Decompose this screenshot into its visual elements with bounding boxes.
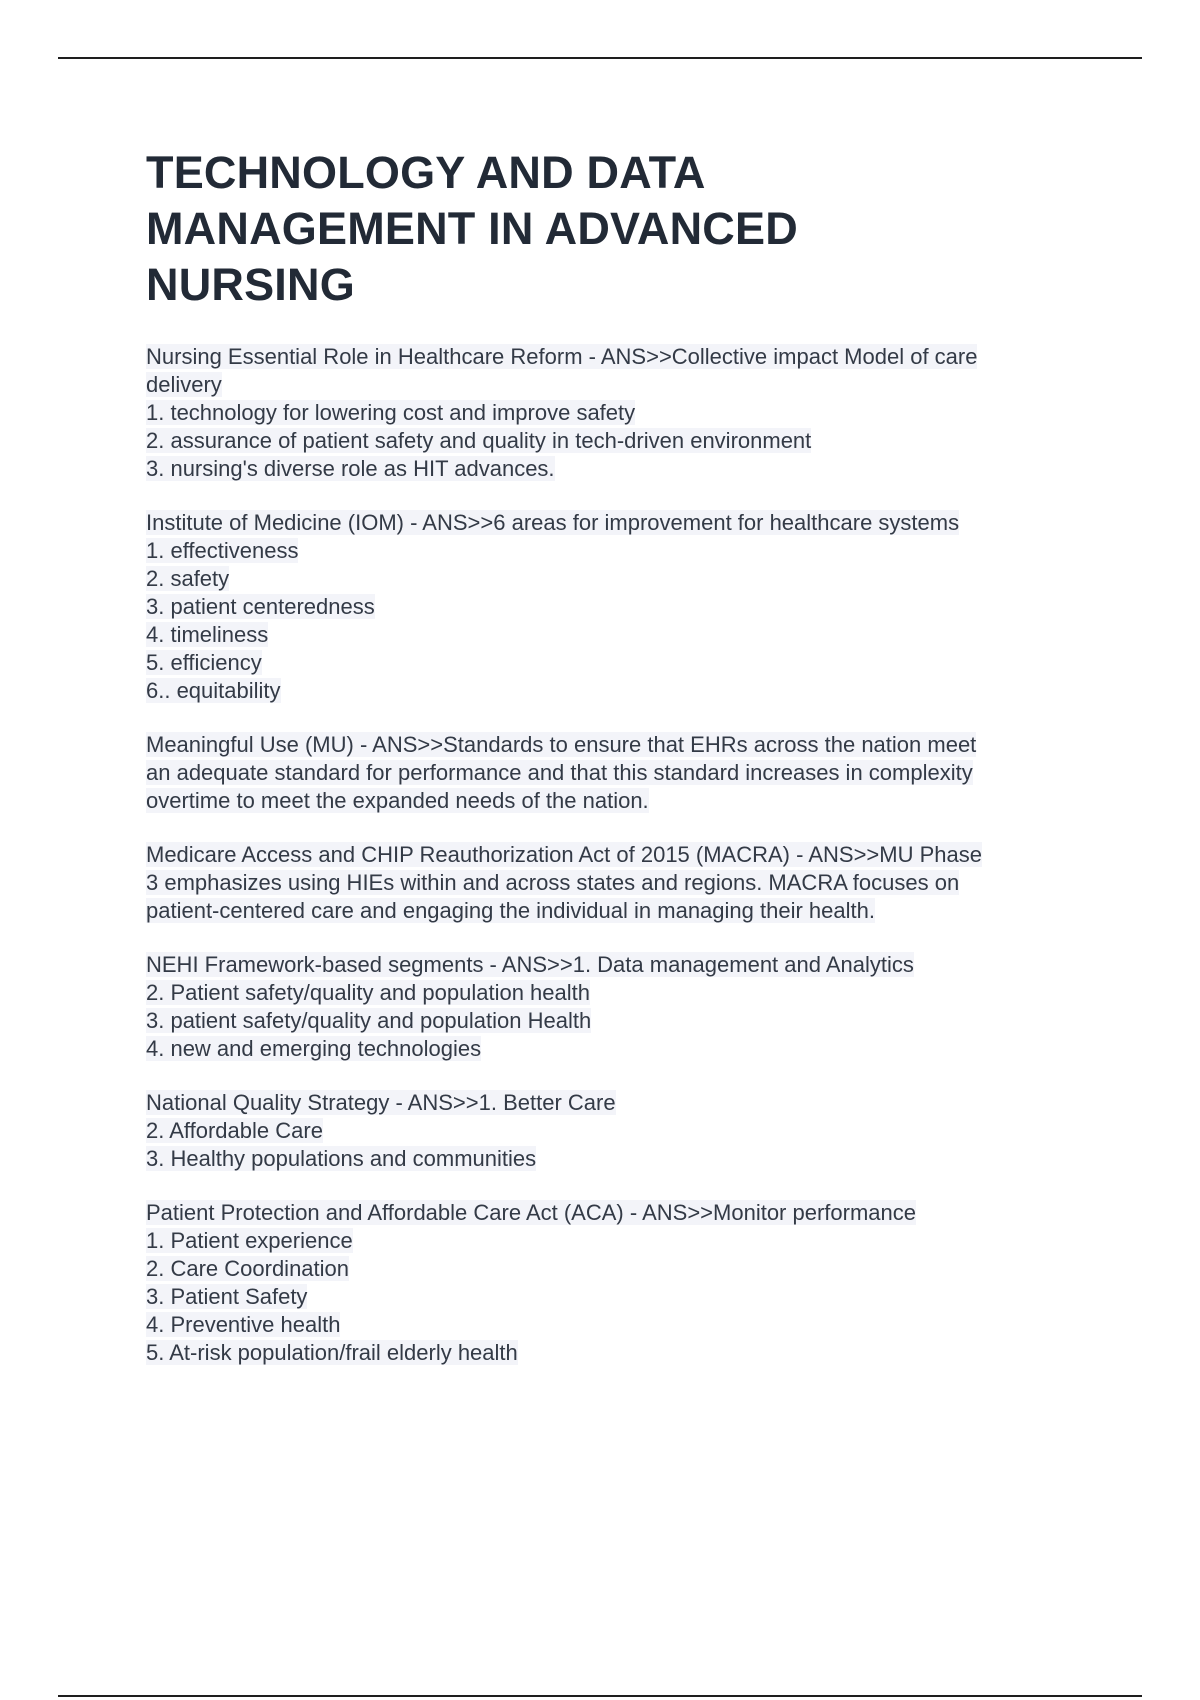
entry-macra: [146, 841, 1086, 925]
entry-meaningful-use: [146, 731, 1086, 815]
entry-line: 2. Affordable Care: [146, 1118, 323, 1143]
entry-line: 2. Care Coordination: [146, 1256, 350, 1281]
entry-line: delivery: [146, 372, 222, 397]
entry-line: 1. Patient experience: [146, 1228, 353, 1253]
entry-line: 4. new and emerging technologies: [146, 1036, 482, 1061]
top-rule: [58, 57, 1142, 59]
entry-line: NEHI Framework-based segments - ANS>>1. Data management and Analytics: [146, 952, 914, 977]
entry-nehi-framework: [146, 951, 1086, 1063]
entry-line: 2. safety: [146, 566, 230, 591]
entry-line: 2. Patient safety/quality and population health: [146, 980, 590, 1005]
entry-line: National Quality Strategy - ANS>>1. Better Care: [146, 1090, 616, 1115]
entry-institute-of-medicine: [146, 509, 1086, 705]
document-body: [146, 145, 1086, 1393]
entry-line: 3. Patient Safety: [146, 1284, 308, 1309]
entry-nursing-essential-role: [146, 343, 1086, 483]
entry-line: Nursing Essential Role in Healthcare Reform - ANS>>Collective impact Model of care: [146, 344, 978, 369]
entry-line: patient-centered care and engaging the individual in managing their health.: [146, 898, 875, 923]
entry-line: 1. technology for lowering cost and improve safety: [146, 400, 636, 425]
bottom-rule: [58, 1695, 1142, 1697]
entry-line: 5. efficiency: [146, 650, 262, 675]
title-line: TECHNOLOGY AND DATA: [146, 147, 706, 198]
entry-line: 2. assurance of patient safety and quality in tech-driven environment: [146, 428, 812, 453]
entry-line: 3. nursing's diverse role as HIT advances.: [146, 456, 555, 481]
entry-line: 4. Preventive health: [146, 1312, 341, 1337]
title-line: NURSING: [146, 259, 355, 310]
entry-line: an adequate standard for performance and that this standard increases in complexity: [146, 760, 973, 785]
entry-line: 6.. equitability: [146, 678, 281, 703]
entry-line: 3. patient centeredness: [146, 594, 375, 619]
entry-national-quality-strategy: [146, 1089, 1086, 1173]
page-title: [146, 145, 1086, 313]
entry-line: 5. At-risk population/frail elderly health: [146, 1340, 518, 1365]
entry-line: Patient Protection and Affordable Care Act (ACA) - ANS>>Monitor performance: [146, 1200, 916, 1225]
entry-line: Meaningful Use (MU) - ANS>>Standards to ensure that EHRs across the nation meet: [146, 732, 977, 757]
entry-line: 3 emphasizes using HIEs within and across states and regions. MACRA focuses on: [146, 870, 960, 895]
entry-aca: [146, 1199, 1086, 1367]
entry-line: overtime to meet the expanded needs of the nation.: [146, 788, 649, 813]
entry-line: 3. patient safety/quality and population Health: [146, 1008, 592, 1033]
title-line: MANAGEMENT IN ADVANCED: [146, 203, 798, 254]
entry-line: 1. effectiveness: [146, 538, 299, 563]
entry-line: Institute of Medicine (IOM) - ANS>>6 areas for improvement for healthcare systems: [146, 510, 960, 535]
entries-list: [146, 343, 1086, 1367]
entry-line: Medicare Access and CHIP Reauthorization Act of 2015 (MACRA) - ANS>>MU Phase: [146, 842, 982, 867]
entry-line: 4. timeliness: [146, 622, 269, 647]
entry-line: 3. Healthy populations and communities: [146, 1146, 537, 1171]
